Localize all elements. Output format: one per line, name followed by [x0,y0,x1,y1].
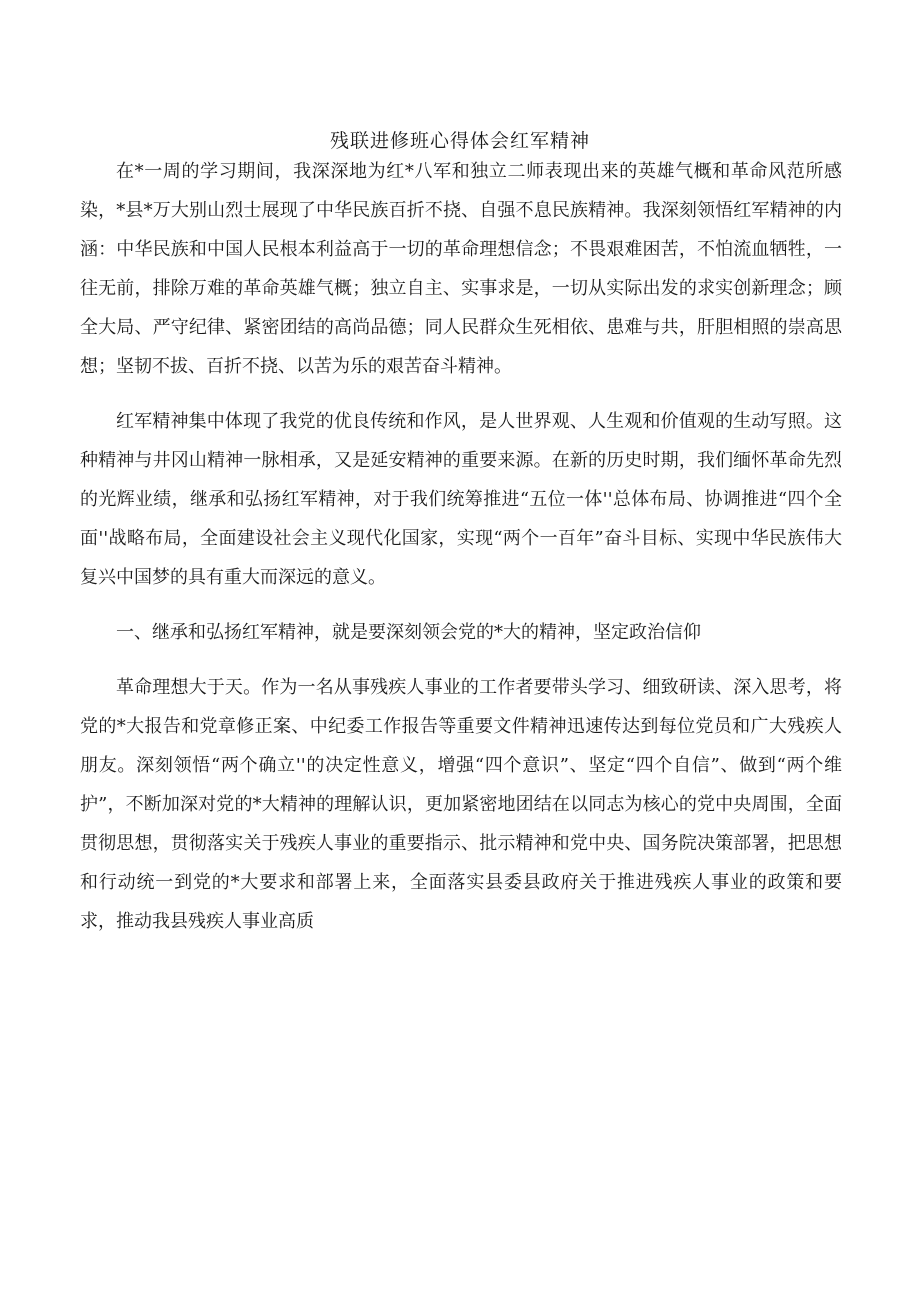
section-heading-1: 一、继承和弘扬红军精神，就是要深刻领会党的*大的精神，坚定政治信仰 [116,622,701,643]
document-body [80,152,842,941]
paragraph-significance: 红军精神集中体现了我党的优良传统和作风，是人世界观、人生观和价值观的生动写照。这种精神与井冈山精神一脉相承，又是延安精神的重要来源。在新的历史时期，我们缅怀革命先烈的光辉业绩，继承和弘扬红军精神，对于我们统筹推进“五位一体''总体布局、协调推进“四个全面''战略布局，全面建设社会主义现代化国家，实现“两个一百年”奋斗目标、实现中华民族伟大复兴中国梦的具有重大而深远的意义。 [80,411,842,588]
paragraph-intro: 在*一周的学习期间，我深深地为红*八军和独立二师表现出来的英雄气概和革命风范所感染，*县*万大别山烈士展现了中华民族百折不挠、自强不息民族精神。我深刻领悟红军精神的内涵：中华民族和中国人民根本利益高于一切的革命理想信念；不畏艰难困苦，不怕流血牺牲，一往无前，排除万难的革命英雄气概；独立自主、实事求是，一切从实际出发的求实创新理念；顾全大局、严守纪律、紧密团结的高尚品德；同人民群众生死相依、患难与共，肝胆相照的崇高思想；坚韧不拔、百折不挠、以苦为乐的艰苦奋斗精神。 [80,161,842,377]
paragraph-section-1: 革命理想大于天。作为一名从事残疾人事业的工作者要带头学习、细致研读、深入思考，将党的*大报告和党章修正案、中纪委工作报告等重要文件精神迅速传达到每位党员和广大残疾人朋友。深刻领悟“两个确立''的决定性意义，增强“四个意识”、坚定“四个自信”、做到“两个维护”，不断加深对党的*大精神的理解认识，更加紧密地团结在以同志为核心的党中央周围，全面贯彻思想，贯彻落实关于残疾人事业的重要指示、批示精神和党中央、国务院决策部署，把思想和行动统一到党的*大要求和部署上来，全面落实县委县政府关于推进残疾人事业的政策和要求，推动我县残疾人事业高质 [80,677,842,932]
document-title: 残联进修班心得体会红军精神 [329,130,590,152]
